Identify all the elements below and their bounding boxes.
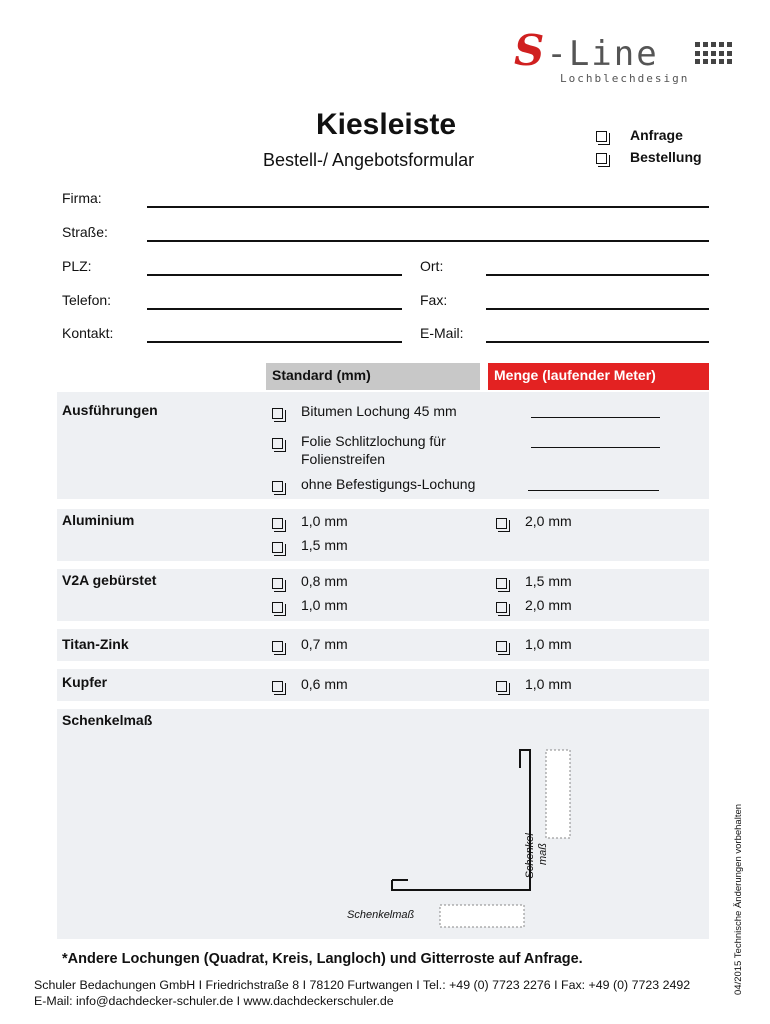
ausfuehrungen-label: Ausführungen: [62, 402, 158, 418]
alu-2-0-label: 2,0 mm: [525, 513, 572, 529]
v2a-0-8-option[interactable]: [272, 574, 283, 590]
footer-address: Schuler Bedachungen GmbH I Friedrichstraße 8 I 78120 Furtwangen I Tel.: +49 (0) 7723 2276 I Fax: +49 (0) 7723 2492: [34, 978, 691, 992]
alu-1-5-option[interactable]: [272, 538, 283, 554]
menge-header: Menge (laufender Meter): [488, 363, 709, 390]
kontakt-label: Kontakt:: [62, 325, 114, 341]
folie-label: Folie Schlitzlochung für: [301, 433, 446, 449]
checkbox-icon[interactable]: [272, 578, 283, 589]
checkbox-icon[interactable]: [272, 602, 283, 613]
logo-wordmark: S-Line: [514, 26, 659, 75]
option-bestellung-label: Bestellung: [630, 149, 702, 165]
alu-1-5-label: 1,5 mm: [301, 537, 348, 553]
company-logo: [500, 26, 740, 90]
ohne-option[interactable]: [272, 477, 283, 493]
v2a-1-5-label: 1,5 mm: [525, 573, 572, 589]
checkbox-icon[interactable]: [496, 578, 507, 589]
alu-2-0-option[interactable]: [496, 514, 507, 530]
v2a-2-0-label: 2,0 mm: [525, 597, 572, 613]
footer-contact: E-Mail: info@dachdecker-schuler.de I www.dachdeckerschuler.de: [34, 994, 394, 1008]
horizontal-dimension-box[interactable]: [440, 905, 524, 927]
schenkel-label: Schenkelmaß: [62, 712, 153, 728]
page-subtitle: Bestell-/ Angebotsformular: [263, 150, 475, 170]
email-field[interactable]: [486, 341, 709, 343]
logo-subtitle: Lochblechdesign: [560, 72, 690, 85]
standard-header: Standard (mm): [266, 363, 480, 390]
titanzink-label: Titan-Zink: [62, 636, 129, 652]
v2a-1-0-label: 1,0 mm: [301, 597, 348, 613]
v2a-label: V2A gebürstet: [62, 572, 157, 588]
strasse-label: Straße:: [62, 224, 108, 240]
tz-0-7-label: 0,7 mm: [301, 636, 348, 652]
kupfer-section: [57, 669, 709, 701]
checkbox-icon[interactable]: [272, 641, 283, 652]
firma-field[interactable]: [147, 206, 709, 208]
checkbox-icon[interactable]: [272, 542, 283, 553]
folie-option[interactable]: [272, 434, 283, 450]
cu-0-6-option[interactable]: [272, 677, 283, 693]
tz-1-0-label: 1,0 mm: [525, 636, 572, 652]
option-bestellung[interactable]: [596, 149, 607, 165]
kupfer-label: Kupfer: [62, 674, 108, 690]
vertical-dimension-label: Schenkel- maß: [524, 829, 549, 879]
fax-label: Fax:: [420, 292, 448, 308]
v2a-1-0-option[interactable]: [272, 598, 283, 614]
bitumen-label: Bitumen Lochung 45 mm: [301, 403, 457, 419]
v2a-1-5-option[interactable]: [496, 574, 507, 590]
checkbox-icon[interactable]: [272, 481, 283, 492]
v2a-0-8-label: 0,8 mm: [301, 573, 348, 589]
tz-0-7-option[interactable]: [272, 637, 283, 653]
v2a-2-0-option[interactable]: [496, 598, 507, 614]
revision-note: 04/2015 Technische Änderungen vorbehalten: [733, 803, 744, 995]
ohne-qty-field[interactable]: [528, 490, 659, 491]
folie-qty-field[interactable]: [531, 447, 660, 448]
checkbox-icon[interactable]: [596, 153, 607, 164]
checkbox-icon[interactable]: [272, 408, 283, 419]
ort-field[interactable]: [486, 274, 709, 276]
bitumen-qty-field[interactable]: [531, 417, 660, 418]
telefon-field[interactable]: [147, 308, 402, 310]
bitumen-option[interactable]: [272, 404, 283, 420]
horizontal-dimension-label: Schenkelmaß: [347, 909, 415, 921]
tz-1-0-option[interactable]: [496, 637, 507, 653]
plz-label: PLZ:: [62, 258, 92, 274]
checkbox-icon[interactable]: [272, 681, 283, 692]
fax-field[interactable]: [486, 308, 709, 310]
alu-1-0-option[interactable]: [272, 514, 283, 530]
checkbox-icon[interactable]: [272, 438, 283, 449]
other-perforations-note: *Andere Lochungen (Quadrat, Kreis, Langloch) und Gitterroste auf Anfrage.: [62, 951, 583, 967]
kontakt-field[interactable]: [147, 341, 402, 343]
alu-1-0-label: 1,0 mm: [301, 513, 348, 529]
aluminium-section: [57, 509, 709, 561]
strasse-field[interactable]: [147, 240, 709, 242]
cu-0-6-label: 0,6 mm: [301, 676, 348, 692]
kiesleiste-profile-diagram: [380, 740, 580, 935]
ohne-label: ohne Befestigungs-Lochung: [301, 476, 476, 492]
checkbox-icon[interactable]: [496, 641, 507, 652]
checkbox-icon[interactable]: [496, 518, 507, 529]
cu-1-0-option[interactable]: [496, 677, 507, 693]
checkbox-icon[interactable]: [496, 681, 507, 692]
firma-label: Firma:: [62, 190, 102, 206]
ort-label: Ort:: [420, 258, 444, 274]
profile-outline: [392, 750, 530, 890]
option-anfrage-label: Anfrage: [630, 127, 683, 143]
checkbox-icon[interactable]: [272, 518, 283, 529]
cu-1-0-label: 1,0 mm: [525, 676, 572, 692]
checkbox-icon[interactable]: [596, 131, 607, 142]
email-label: E-Mail:: [420, 325, 464, 341]
option-anfrage[interactable]: [596, 127, 607, 143]
plz-field[interactable]: [147, 274, 402, 276]
checkbox-icon[interactable]: [496, 602, 507, 613]
telefon-label: Telefon:: [62, 292, 112, 308]
page-title: Kiesleiste: [316, 108, 457, 141]
folie-label-2: Folienstreifen: [301, 451, 386, 467]
aluminium-label: Aluminium: [62, 512, 135, 528]
titanzink-section: [57, 629, 709, 661]
logo-dots-icon: [695, 42, 735, 66]
